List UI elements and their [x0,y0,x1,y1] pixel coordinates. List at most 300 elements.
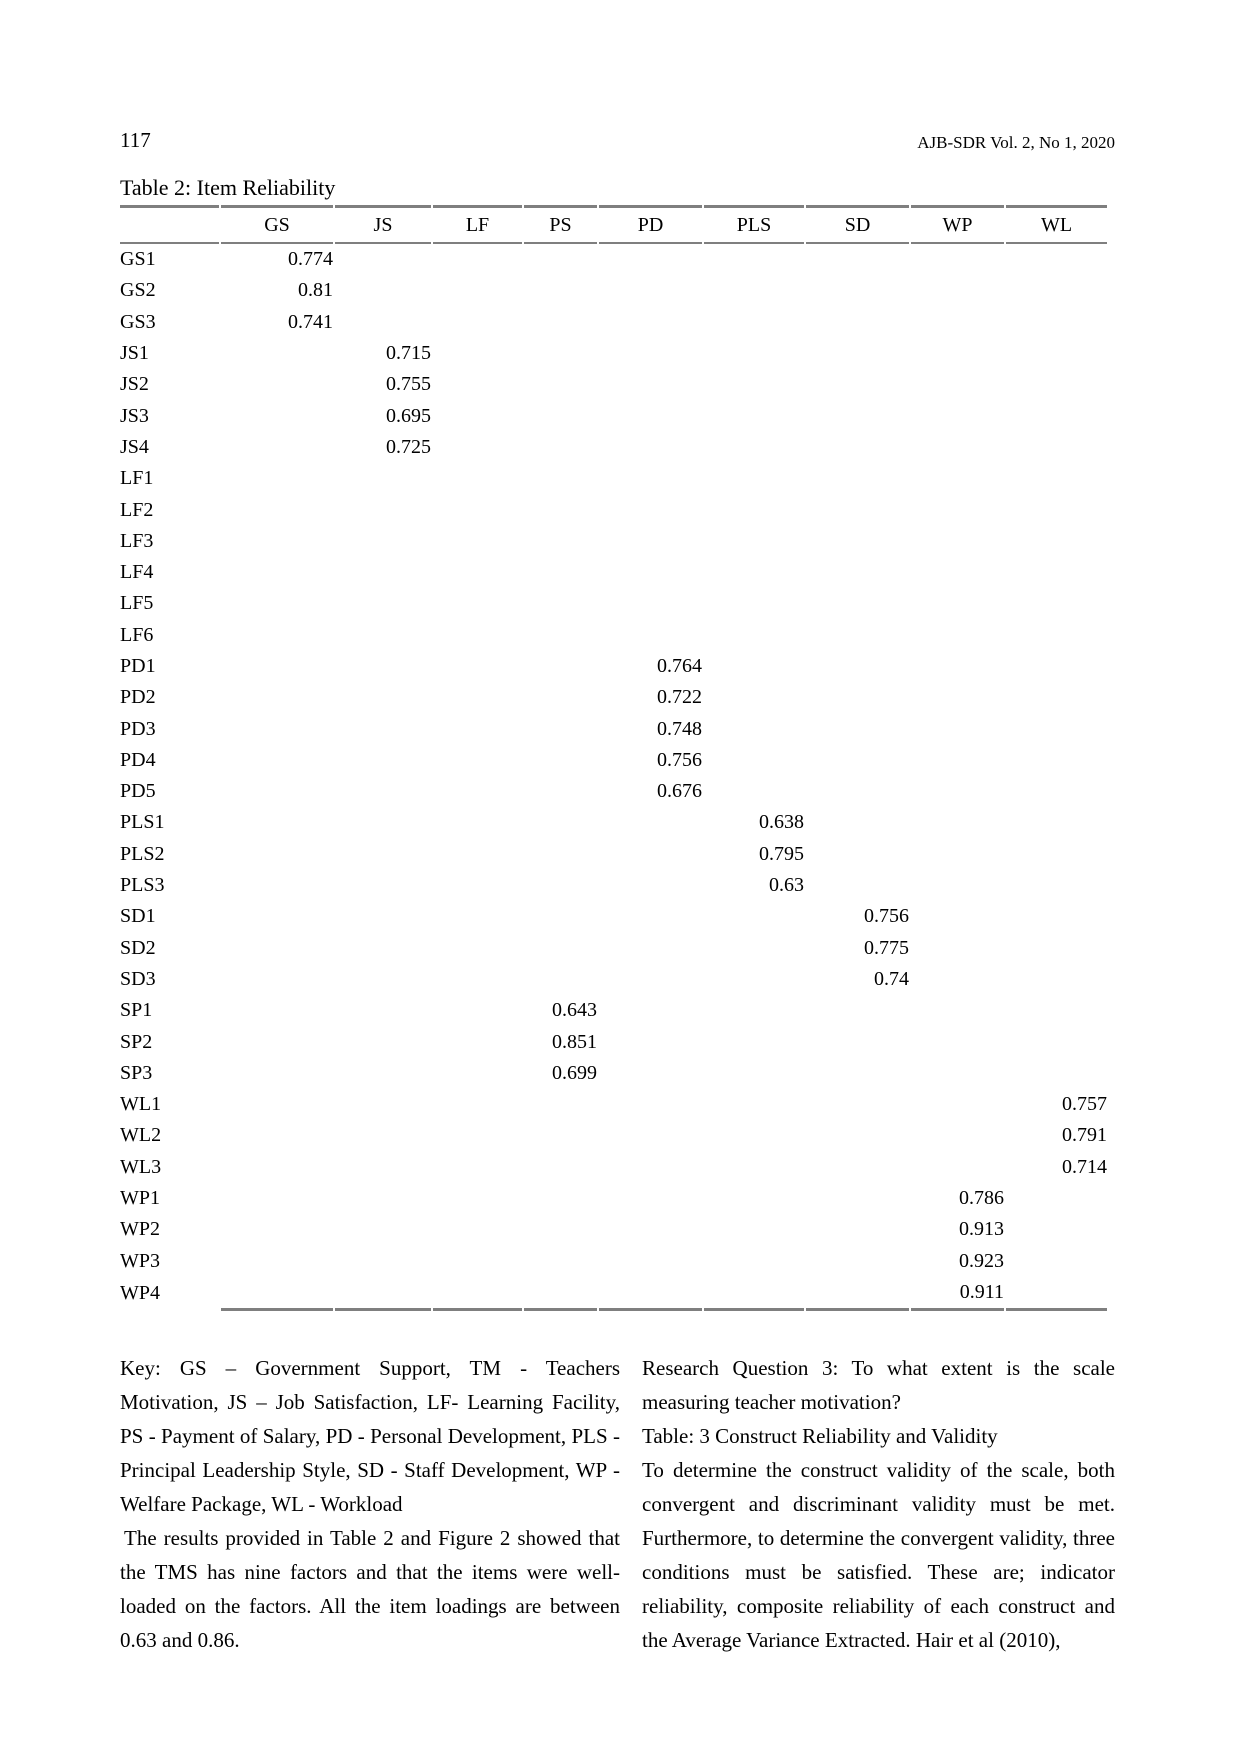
cell-lf1-lf [433,463,522,494]
cell-lf5-wl [1006,588,1107,619]
cell-pd3-pd: 0.748 [657,717,702,740]
cell-pls1-lf [433,807,522,838]
cell-pls2-wl [1006,839,1107,870]
cell-wp4-pd [599,1277,702,1311]
cell-lf3-ps [524,526,597,557]
cell-wp3-sd [806,1246,909,1277]
cell-wp4-ps [524,1277,597,1311]
cell-pls3-pd [599,870,702,901]
cell-pd2-pls [704,682,804,713]
cell-wl2-pd [599,1120,702,1151]
cell-wp2-pls [704,1214,804,1245]
cell-sp2-lf [433,1026,522,1057]
row-label-lf6: LF6 [120,623,154,646]
cell-pls2-pd [599,839,702,870]
cell-js4-wl [1006,432,1107,463]
cell-gs1-pd [599,244,702,275]
row-label-pls2: PLS2 [120,842,165,865]
cell-js2-sd [806,369,909,400]
cell-wl3-pd [599,1152,702,1183]
cell-lf4-wp [911,557,1004,588]
cell-wp2-wp: 0.913 [959,1218,1004,1241]
cell-wp3-gs [221,1246,333,1277]
cell-sd2-wl [1006,933,1107,964]
cell-wl3-ps [524,1152,597,1183]
cell-js4-gs [221,432,333,463]
table-row-wp1 [120,1183,1107,1214]
column-header-sd: SD [806,205,909,244]
cell-gs1-lf [433,244,522,275]
cell-wp1-pd [599,1183,702,1214]
row-label-sp3: SP3 [120,1061,153,1084]
cell-gs2-gs: 0.81 [298,279,333,302]
table-row-pd5 [120,776,1107,807]
cell-lf4-sd [806,557,909,588]
cell-wp2-js [335,1214,431,1245]
row-label-lf5: LF5 [120,592,154,615]
cell-js4-wp [911,432,1004,463]
cell-gs2-ps [524,275,597,306]
cell-js1-wp [911,338,1004,369]
table-row-gs2 [120,275,1107,306]
cell-js2-pls [704,369,804,400]
cell-wl1-pd [599,1089,702,1120]
table-row-sp1 [120,995,1107,1026]
table-row-wp2 [120,1214,1107,1245]
cell-sd1-wp [911,901,1004,932]
cell-pd2-wl [1006,682,1107,713]
cell-pd3-ps [524,713,597,744]
cell-pd1-wl [1006,651,1107,682]
cell-lf4-lf [433,557,522,588]
cell-lf3-pls [704,526,804,557]
cell-lf6-js [335,620,431,651]
cell-sp3-js [335,1058,431,1089]
column-header-js: JS [335,205,431,244]
table-row-gs1 [120,244,1107,275]
cell-sd3-sd: 0.74 [874,967,909,990]
table-row-wl1 [120,1089,1107,1120]
cell-js3-wl [1006,400,1107,431]
row-label-lf4: LF4 [120,561,154,584]
row-label-gs2: GS2 [120,279,156,302]
row-label-sd1: SD1 [120,905,156,928]
cell-sd2-lf [433,933,522,964]
cell-lf2-sd [806,494,909,525]
cell-pd4-ps [524,745,597,776]
table-row-wl2 [120,1120,1107,1151]
cell-js2-lf [433,369,522,400]
cell-lf5-sd [806,588,909,619]
cell-gs2-js [335,275,431,306]
cell-lf5-ps [524,588,597,619]
cell-wp4-pls [704,1277,804,1311]
cell-wl2-ps [524,1120,597,1151]
cell-gs3-sd [806,307,909,338]
journal-reference: AJB-SDR Vol. 2, No 1, 2020 [917,133,1115,152]
cell-pls1-wl [1006,807,1107,838]
cell-wp4-wp: 0.911 [911,1277,1004,1311]
cell-pd4-wp [911,745,1004,776]
cell-pd3-wp [911,713,1004,744]
table-row-js3 [120,400,1107,431]
cell-pd5-ps [524,776,597,807]
cell-sd1-pls [704,901,804,932]
row-label-sd2: SD2 [120,936,156,959]
cell-js2-js: 0.755 [386,373,431,396]
cell-wl1-lf [433,1089,522,1120]
cell-gs3-wp [911,307,1004,338]
research-question-paragraph: Research Question 3: To what extent is the scale measuring teacher motivation? [642,1356,1115,1415]
cell-wp4-wl [1006,1277,1107,1311]
cell-pls2-pls: 0.795 [759,842,804,865]
cell-js2-gs [221,369,333,400]
cell-lf2-gs [221,494,333,525]
cell-js3-ps [524,400,597,431]
cell-pd1-gs [221,651,333,682]
cell-wp1-sd [806,1183,909,1214]
cell-gs3-gs: 0.741 [288,310,333,333]
cell-lf3-wl [1006,526,1107,557]
cell-gs3-js [335,307,431,338]
table-row-js4 [120,432,1107,463]
cell-pd3-gs [221,713,333,744]
cell-lf6-lf [433,620,522,651]
row-label-pd4: PD4 [120,748,156,771]
table-row-pd4 [120,745,1107,776]
cell-lf6-ps [524,620,597,651]
cell-wp4-gs [221,1277,333,1311]
cell-pls1-gs [221,807,333,838]
cell-sp1-gs [221,995,333,1026]
table-title: Table 2: Item Reliability [120,175,336,200]
cell-sd2-pd [599,933,702,964]
cell-pd2-gs [221,682,333,713]
cell-pls3-js [335,870,431,901]
cell-lf4-ps [524,557,597,588]
cell-pd2-lf [433,682,522,713]
cell-lf6-wl [1006,620,1107,651]
cell-pd3-js [335,713,431,744]
cell-pls2-ps [524,839,597,870]
cell-lf6-pls [704,620,804,651]
cell-gs2-pls [704,275,804,306]
cell-lf6-gs [221,620,333,651]
cell-sd3-ps [524,964,597,995]
cell-wp3-lf [433,1246,522,1277]
cell-js1-wl [1006,338,1107,369]
table-row-pls2 [120,839,1107,870]
row-label-sd3: SD3 [120,967,156,990]
cell-pd5-wl [1006,776,1107,807]
cell-lf1-sd [806,463,909,494]
cell-gs2-pd [599,275,702,306]
cell-gs1-wl [1006,244,1107,275]
row-label-pd3: PD3 [120,717,156,740]
cell-gs1-gs: 0.774 [288,248,333,271]
cell-js4-sd [806,432,909,463]
row-label-gs1: GS1 [120,248,156,271]
cell-sp3-pd [599,1058,702,1089]
cell-wp2-ps [524,1214,597,1245]
cell-wl1-wp [911,1089,1004,1120]
cell-js1-sd [806,338,909,369]
corner-header-cell [120,205,219,244]
key-paragraph: Key: GS – Government Support, TM - Teachers Motivation, JS – Job Satisfaction, LF- Learning Facility, PS - Payment of Salary, PD - Personal Development, PLS - Principal Leadership Style, SD - Staff Development, WP - Welfare Package, WL - Workload [120,1356,620,1517]
cell-js2-wl [1006,369,1107,400]
column-header-pls: PLS [704,205,804,244]
cell-sp3-wl [1006,1058,1107,1089]
cell-wl2-lf [433,1120,522,1151]
cell-wp2-pd [599,1214,702,1245]
cell-sd2-gs [221,933,333,964]
cell-pls1-ps [524,807,597,838]
table-row-sd1 [120,901,1107,932]
cell-sp1-ps: 0.643 [552,999,597,1022]
cell-js1-pls [704,338,804,369]
cell-lf2-ps [524,494,597,525]
cell-wp1-wl [1006,1183,1107,1214]
cell-pls1-sd [806,807,909,838]
cell-sd3-pls [704,964,804,995]
row-label-wp1: WP1 [120,1187,160,1210]
table-row-lf1 [120,463,1107,494]
results-paragraph: The results provided in Table 2 and Figure 2 showed that the TMS has nine factors and that the items were well-loaded on the factors. All the item loadings are between 0.63 and 0.86. [120,1526,620,1653]
cell-wp4-js [335,1277,431,1311]
cell-wl1-gs [221,1089,333,1120]
cell-wp3-pls [704,1246,804,1277]
cell-sd1-sd: 0.756 [864,905,909,928]
column-header-wp: WP [911,205,1004,244]
cell-wl1-wl: 0.757 [1062,1093,1107,1116]
cell-js3-lf [433,400,522,431]
cell-sd1-pd [599,901,702,932]
cell-gs2-lf [433,275,522,306]
column-header-wl: WL [1006,205,1107,244]
cell-wl1-sd [806,1089,909,1120]
cell-pls2-wp [911,839,1004,870]
cell-pd4-wl [1006,745,1107,776]
cell-sd3-gs [221,964,333,995]
cell-pd4-js [335,745,431,776]
column-header-gs: GS [221,205,333,244]
cell-pls3-gs [221,870,333,901]
row-label-lf1: LF1 [120,467,154,490]
cell-gs1-sd [806,244,909,275]
cell-pd1-pd: 0.764 [657,655,702,677]
cell-pls1-js [335,807,431,838]
cell-wp3-wp: 0.923 [959,1249,1004,1272]
cell-wl3-wl: 0.714 [1062,1155,1107,1178]
cell-pls3-sd [806,870,909,901]
cell-wp3-wl [1006,1246,1107,1277]
cell-pls1-pd [599,807,702,838]
cell-sd1-wl [1006,901,1107,932]
cell-sd3-lf [433,964,522,995]
cell-wl2-gs [221,1120,333,1151]
cell-gs1-wp [911,244,1004,275]
cell-lf5-wp [911,588,1004,619]
cell-pd4-gs [221,745,333,776]
table-row-lf2 [120,494,1107,525]
cell-sp3-sd [806,1058,909,1089]
table-row-sd3 [120,964,1107,995]
cell-wp2-sd [806,1214,909,1245]
cell-sd3-wp [911,964,1004,995]
cell-sp1-js [335,995,431,1026]
cell-lf2-js [335,494,431,525]
cell-pd5-pls [704,776,804,807]
cell-pd3-lf [433,713,522,744]
cell-pls3-pls: 0.63 [769,874,804,897]
cell-pd4-sd [806,745,909,776]
table-row-lf5 [120,588,1107,619]
cell-lf3-wp [911,526,1004,557]
table-row-lf4 [120,557,1107,588]
cell-js2-wp [911,369,1004,400]
table-row-lf3 [120,526,1107,557]
cell-js4-pd [599,432,702,463]
row-label-wp2: WP2 [120,1218,160,1241]
cell-sp2-wl [1006,1026,1107,1057]
cell-js1-pd [599,338,702,369]
cell-pls2-gs [221,839,333,870]
cell-pd1-js [335,651,431,682]
cell-js4-lf [433,432,522,463]
cell-lf3-lf [433,526,522,557]
construct-validity-paragraph: To determine the construct validity of the scale, both convergent and discriminant validity must be met. Furthermore, to determine the convergent validity, three conditions must be satisfied. These are; indicator reliability, composite reliability of each construct and the Average Variance Extracted. Hair et al (2010), [642,1458,1115,1653]
cell-wp1-lf [433,1183,522,1214]
cell-js3-sd [806,400,909,431]
cell-lf5-pd [599,588,702,619]
cell-gs3-lf [433,307,522,338]
table-header-row [120,205,1107,244]
row-label-pd5: PD5 [120,780,156,803]
cell-sp1-sd [806,995,909,1026]
cell-pd3-wl [1006,713,1107,744]
row-label-sp1: SP1 [120,999,153,1022]
cell-pd2-js [335,682,431,713]
cell-js3-pls [704,400,804,431]
cell-wp3-ps [524,1246,597,1277]
cell-pd4-lf [433,745,522,776]
cell-sp1-pd [599,995,702,1026]
table-row-js1 [120,338,1107,369]
cell-pd2-sd [806,682,909,713]
cell-wl3-sd [806,1152,909,1183]
cell-pd3-sd [806,713,909,744]
cell-js3-wp [911,400,1004,431]
table-row-pd2 [120,682,1107,713]
cell-gs2-wl [1006,275,1107,306]
row-label-wp4: WP4 [120,1282,160,1305]
row-label-pls3: PLS3 [120,874,165,897]
cell-js2-ps [524,369,597,400]
cell-pd2-ps [524,682,597,713]
cell-pd5-js [335,776,431,807]
cell-sp1-pls [704,995,804,1026]
cell-wp2-gs [221,1214,333,1245]
cell-lf4-pd [599,557,702,588]
cell-sp2-wp [911,1026,1004,1057]
column-header-pd: PD [599,205,702,244]
cell-lf4-gs [221,557,333,588]
cell-wl3-lf [433,1152,522,1183]
table-row-js2 [120,369,1107,400]
cell-pd1-pls [704,651,804,682]
cell-wp2-lf [433,1214,522,1245]
row-label-wp3: WP3 [120,1249,160,1272]
cell-lf3-gs [221,526,333,557]
cell-lf6-sd [806,620,909,651]
cell-js2-pd [599,369,702,400]
row-label-js1: JS1 [120,342,149,365]
cell-pd5-wp [911,776,1004,807]
cell-pd5-pd: 0.676 [657,780,702,803]
cell-wl2-wp [911,1120,1004,1151]
cell-gs2-sd [806,275,909,306]
row-label-gs3: GS3 [120,310,156,333]
row-label-wl2: WL2 [120,1124,162,1147]
cell-lf5-lf [433,588,522,619]
column-header-ps: PS [524,205,597,244]
cell-pd1-lf [433,651,522,682]
cell-gs3-pls [704,307,804,338]
page-number: 117 [120,128,151,152]
cell-sp3-lf [433,1058,522,1089]
cell-wl1-ps [524,1089,597,1120]
cell-pls2-js [335,839,431,870]
cell-lf1-wl [1006,463,1107,494]
cell-sd1-gs [221,901,333,932]
column-header-lf: LF [433,205,522,244]
cell-lf3-sd [806,526,909,557]
cell-pls2-sd [806,839,909,870]
cell-wl2-wl: 0.791 [1062,1124,1107,1147]
cell-gs1-pls [704,244,804,275]
table-row-lf6 [120,620,1107,651]
cell-lf1-pls [704,463,804,494]
cell-wp1-pls [704,1183,804,1214]
cell-lf2-wp [911,494,1004,525]
cell-sd3-js [335,964,431,995]
cell-wl3-gs [221,1152,333,1183]
cell-sp2-pls [704,1026,804,1057]
cell-gs3-pd [599,307,702,338]
cell-js4-pls [704,432,804,463]
cell-wp3-pd [599,1246,702,1277]
row-label-lf2: LF2 [120,498,154,521]
row-label-sp2: SP2 [120,1030,153,1053]
cell-sd3-pd [599,964,702,995]
cell-lf1-wp [911,463,1004,494]
cell-wp1-ps [524,1183,597,1214]
cell-wp1-gs [221,1183,333,1214]
cell-lf3-js [335,526,431,557]
cell-sp3-gs [221,1058,333,1089]
cell-js1-js: 0.715 [386,342,431,365]
row-label-js2: JS2 [120,373,149,396]
table-row-wp4 [120,1277,1107,1311]
row-label-js3: JS3 [120,404,149,427]
cell-wl2-sd [806,1120,909,1151]
cell-pd4-pls [704,745,804,776]
item-reliability-table [118,205,1109,1311]
row-label-js4: JS4 [120,435,149,458]
cell-lf1-pd [599,463,702,494]
cell-gs3-ps [524,307,597,338]
cell-lf5-gs [221,588,333,619]
